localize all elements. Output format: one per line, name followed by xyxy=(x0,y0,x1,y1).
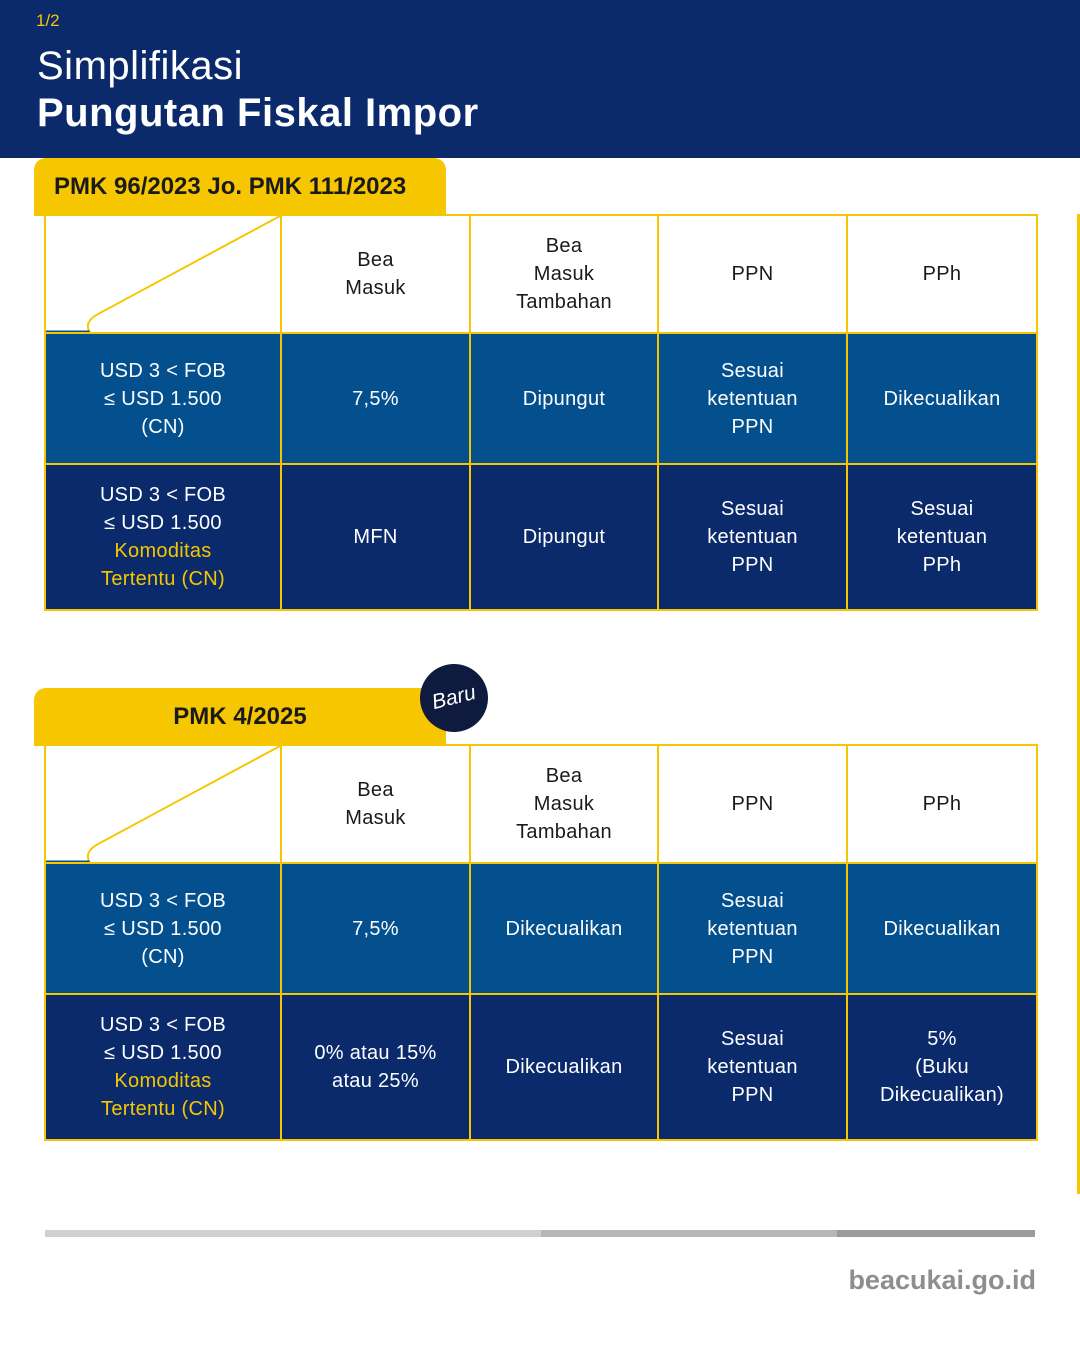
table-cell: Dikecualikan xyxy=(470,863,658,994)
table-cell: Sesuai ketentuan PPh xyxy=(847,464,1037,610)
row-label: USD 3 < FOB ≤ USD 1.500 (CN) xyxy=(45,333,281,464)
page-indicator: 1/2 xyxy=(36,11,60,30)
table-cell: Dipungut xyxy=(470,333,658,464)
new-badge: Baru xyxy=(413,657,495,739)
column-header: Bea Masuk Tambahan xyxy=(470,215,658,333)
row-label-highlight: Komoditas Tertentu (CN) xyxy=(101,540,225,590)
row-label-text: USD 3 < FOB ≤ USD 1.500 xyxy=(99,484,227,534)
table-cell: Dikecualikan xyxy=(847,863,1037,994)
table-cell: Dikecualikan xyxy=(847,333,1037,464)
table-cell: Dikecualikan xyxy=(470,994,658,1140)
carousel-progress-bar xyxy=(45,1230,1035,1237)
table-cell: Sesuai ketentuan PPN xyxy=(658,333,847,464)
column-header: PPN xyxy=(658,215,847,333)
table-row xyxy=(45,333,1037,464)
diagonal-corner-icon xyxy=(46,216,280,332)
column-header: Bea Masuk xyxy=(281,745,470,863)
progress-segment xyxy=(541,1230,837,1237)
table-cell: 7,5% xyxy=(281,333,470,464)
table-cell: Sesuai ketentuan PPN xyxy=(658,863,847,994)
row-label xyxy=(45,994,281,1140)
table-cell: Sesuai ketentuan PPN xyxy=(658,994,847,1140)
progress-segment xyxy=(45,1230,541,1237)
column-header: PPh xyxy=(847,745,1037,863)
column-header: Bea Masuk xyxy=(281,215,470,333)
column-header: PPN xyxy=(658,745,847,863)
table-cell: MFN xyxy=(281,464,470,610)
column-header: PPh xyxy=(847,215,1037,333)
table-header-row xyxy=(45,745,1037,863)
table-row xyxy=(45,863,1037,994)
row-label xyxy=(45,464,281,610)
corner-cell xyxy=(45,745,281,863)
table-row xyxy=(45,994,1037,1140)
regulation-tab: PMK 96/2023 Jo. PMK 111/2023 xyxy=(34,158,446,216)
column-header: Bea Masuk Tambahan xyxy=(470,745,658,863)
row-label: USD 3 < FOB ≤ USD 1.500 (CN) xyxy=(45,863,281,994)
table-row xyxy=(45,464,1037,610)
page-title-line2: Pungutan Fiskal Impor xyxy=(37,91,479,135)
row-label-text: USD 3 < FOB ≤ USD 1.500 xyxy=(99,1014,227,1064)
diagonal-corner-icon xyxy=(46,746,280,862)
row-label-highlight: Komoditas Tertentu (CN) xyxy=(101,1070,225,1120)
website-url: beacukai.go.id xyxy=(848,1265,1036,1295)
tariff-table xyxy=(44,744,1038,1141)
table-header-row xyxy=(45,215,1037,333)
page-title-line1: Simplifikasi xyxy=(37,44,244,88)
table-cell: 0% atau 15% atau 25% xyxy=(281,994,470,1140)
tariff-table xyxy=(44,214,1038,611)
table-cell: Dipungut xyxy=(470,464,658,610)
corner-cell xyxy=(45,215,281,333)
header-banner xyxy=(0,0,1080,158)
table-cell: Sesuai ketentuan PPN xyxy=(658,464,847,610)
table-cell: 5% (Buku Dikecualikan) xyxy=(847,994,1037,1140)
progress-segment xyxy=(837,1230,1035,1237)
table-cell: 7,5% xyxy=(281,863,470,994)
regulation-tab: PMK 4/2025 xyxy=(34,688,446,746)
